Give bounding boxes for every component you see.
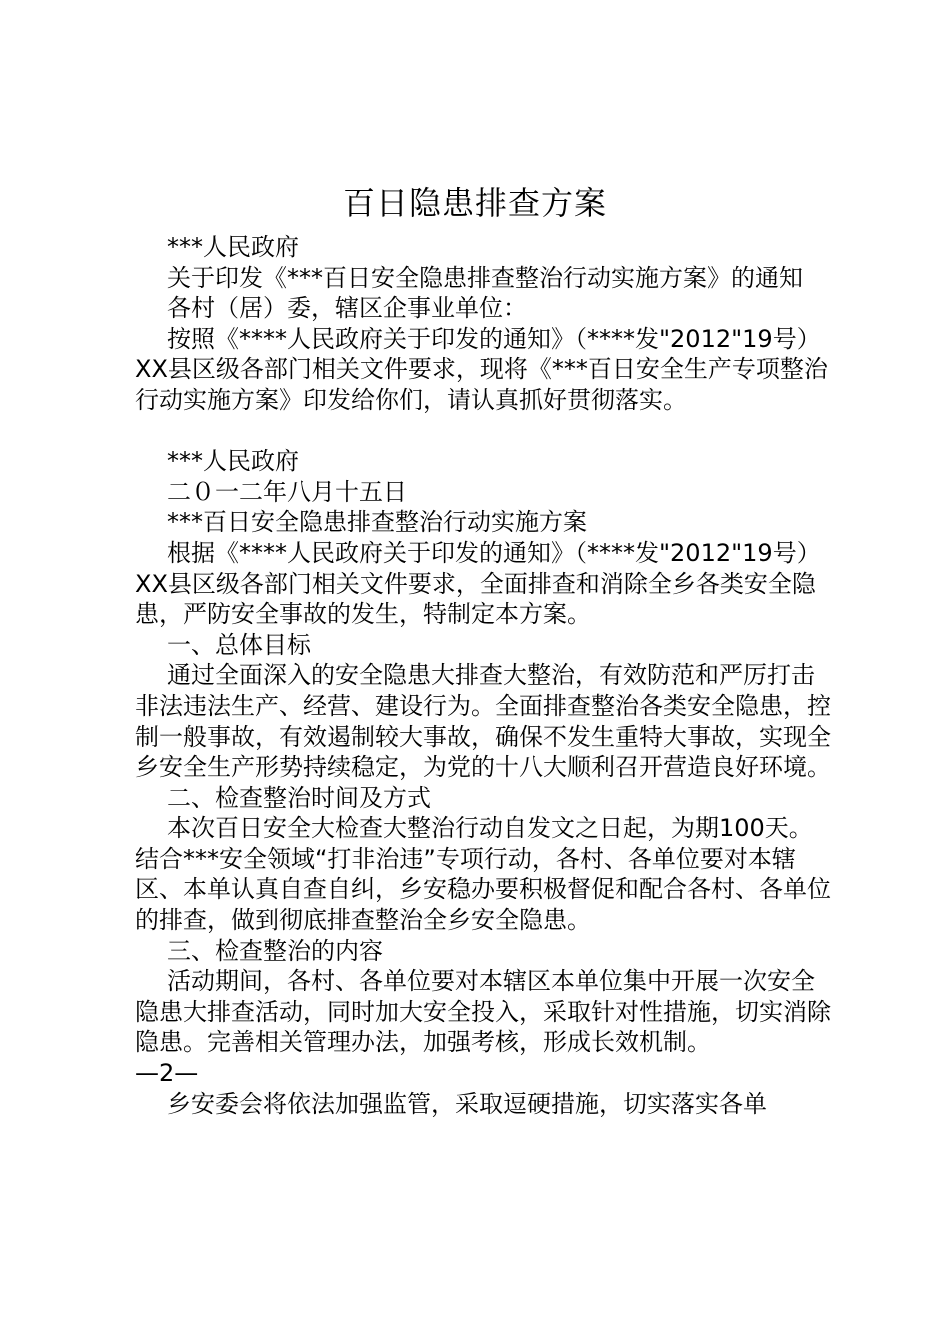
- section-body-1: 通过全面深入的安全隐患大排查大整治，有效防范和严厉打击非法违法生产、经营、建设行为。全面排查整治各类安全隐患，控制一般事故，有效遏制较大事故，确保不发生重特大事故，实现全乡安全生产形势持续稳定，为党的十八大顺利召开营造良好环境。: [135, 661, 831, 782]
- plan-title: ***百日安全隐患排查整治行动实施方案: [167, 508, 587, 537]
- signature-line: ***人民政府: [167, 447, 299, 476]
- section-heading-1: 一、总体目标: [167, 630, 311, 659]
- addressee-line: 各村（居）委，辖区企事业单位：: [167, 294, 527, 323]
- page-number: —2—: [135, 1059, 199, 1088]
- document-title: 百日隐患排查方案: [342, 184, 607, 222]
- section-heading-3: 三、检查整治的内容: [167, 936, 383, 965]
- intro-paragraph: 按照《****人民政府关于印发的通知》（****发"2012"19号）XX县区级各部门相关文件要求，现将《***百日安全生产专项整治行动实施方案》印发给你们，请认真抓好贯彻落实。: [135, 324, 828, 414]
- date-line: 二０一二年八月十五日: [167, 477, 407, 506]
- section-body-4: 乡安委会将依法加强监管，采取逗硬措施，切实落实各单: [167, 1089, 767, 1118]
- basis-paragraph: 根据《****人民政府关于印发的通知》（****发"2012"19号）XX县区级各部门相关文件要求，全面排查和消除全乡各类安全隐患，严防安全事故的发生，特制定本方案。: [135, 538, 821, 629]
- section-body-3: 活动期间，各村、各单位要对本辖区本单位集中开展一次安全隐患大排查活动，同时加大安全投入，采取针对性措施，切实消除隐患。完善相关管理办法，加强考核，形成长效机制。: [135, 967, 831, 1057]
- notice-title: 关于印发《***百日安全隐患排查整治行动实施方案》的通知: [167, 263, 803, 292]
- issuer-line: ***人民政府: [167, 233, 299, 261]
- blank-line: [135, 416, 835, 447]
- document-body: [135, 232, 835, 1119]
- section-heading-2: 二、检查整治时间及方式: [167, 783, 431, 812]
- section-body-2: 本次百日安全大检查大整治行动自发文之日起，为期100天。结合***安全领域“打非治违”专项行动，各村、各单位要对本辖区、本单认真自查自纠，乡安稳办要积极督促和配合各村、各单位的排查，做到彻底排查整治全乡安全隐患。: [135, 814, 831, 935]
